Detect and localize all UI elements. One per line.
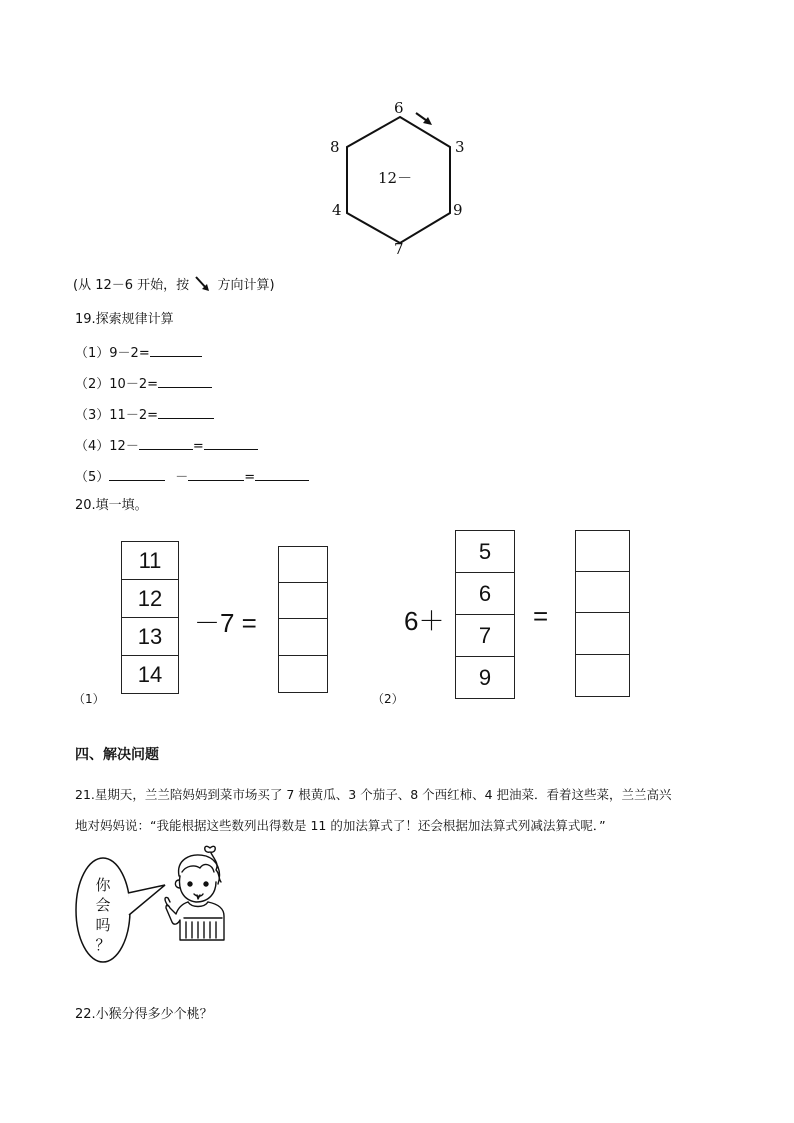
hex-note: [73, 275, 275, 293]
q21-line-2: 地对妈妈说：“我能根据这些数列出得数是 11 的加法算式了！还会根据加法算式列减法算式呢．”: [75, 818, 606, 833]
bubble-char: 会: [95, 896, 111, 914]
q19-line-2: [75, 375, 212, 391]
q19-line-5-text: （5）: [75, 470, 110, 485]
direction-arrow-icon: [193, 275, 213, 293]
part1-answer-stack: [278, 546, 328, 693]
hex-lower-right-number: 9: [453, 201, 463, 219]
q19-line-3-text: （3）11－2=: [75, 408, 158, 423]
q19-line-1: [75, 344, 202, 360]
part2-number-cell: 5: [456, 531, 514, 573]
part1-answer-box[interactable]: [279, 656, 327, 692]
bubble-text: [93, 875, 113, 955]
arrow-icon: [416, 113, 432, 125]
part1-number-cell: 11: [122, 542, 178, 580]
q19-line-1-text: （1）9－2=: [75, 346, 150, 361]
part2-label: （2）: [372, 692, 404, 706]
part2-answer-box[interactable]: [576, 572, 629, 613]
bubble-char: 吗: [95, 916, 111, 934]
q19-line-2-text: （2）10－2=: [75, 377, 158, 392]
section-title: 四、解决问题: [75, 747, 159, 763]
bubble-char: ？: [95, 936, 111, 954]
q19-line-4: [75, 437, 258, 453]
part1-label: （1）: [73, 692, 105, 706]
part1-answer-box[interactable]: [279, 583, 327, 619]
q20-title: 20.填一填。: [75, 498, 148, 513]
q19-line-4-text: （4）12－: [75, 439, 139, 454]
part2-answer-box[interactable]: [576, 655, 629, 696]
part2-number-stack: [455, 530, 515, 699]
answer-blank[interactable]: [109, 468, 165, 481]
part1-number-cell: 14: [137, 661, 163, 687]
part1-answer-box[interactable]: [279, 619, 327, 656]
answer-blank[interactable]: [204, 437, 258, 450]
hex-upper-right-number: 3: [455, 138, 465, 156]
answer-blank[interactable]: [255, 468, 309, 481]
part1-number-cell: 13: [122, 618, 178, 656]
part2-answer-box[interactable]: [576, 613, 629, 655]
hex-center-text: 12－: [378, 169, 413, 187]
girl-illustration: [160, 842, 240, 944]
part2-number-cell: 9: [478, 664, 492, 690]
answer-blank[interactable]: [158, 375, 212, 388]
hex-lower-left-number: 4: [332, 201, 342, 219]
hex-note-suffix: 方向计算): [217, 278, 275, 293]
part2-number-cell: 7: [456, 615, 514, 657]
answer-blank[interactable]: [150, 344, 202, 357]
answer-blank[interactable]: [139, 437, 193, 450]
equals-sign: =: [244, 470, 256, 485]
answer-blank[interactable]: [188, 468, 244, 481]
q19-line-3: [75, 406, 214, 422]
q22-title: 22.小猴分得多少个桃？: [75, 1007, 213, 1022]
part1-answer-box[interactable]: [279, 547, 327, 583]
part1-number-stack: [121, 541, 179, 694]
hex-note-prefix: (从 12－6 开始，按: [73, 278, 190, 293]
part1-number-cell: 12: [122, 580, 178, 618]
hex-bottom-number: 7: [394, 240, 404, 258]
part2-answer-stack: [575, 530, 630, 697]
part2-prefix: 6＋: [404, 606, 445, 636]
bubble-char: 你: [95, 876, 111, 894]
hex-upper-left-number: 8: [330, 138, 340, 156]
q21-line-1: 21.星期天，兰兰陪妈妈到菜市场买了 7 根黄瓜、3 个茄子、8 个西红柿、4 把油菜．看着这些菜，兰兰高兴: [75, 787, 672, 802]
part2-answer-box[interactable]: [576, 531, 629, 572]
answer-blank[interactable]: [158, 406, 214, 419]
part2-equals: =: [533, 601, 549, 631]
part2-number-cell: 6: [456, 573, 514, 615]
equals-sign: =: [192, 439, 204, 454]
q19-line-5: [75, 468, 309, 484]
part1-operator: －7 =: [194, 608, 257, 638]
q19-title: 19.探索规律计算: [75, 312, 174, 327]
hex-top-number: 6: [394, 99, 404, 117]
minus-sign: －: [175, 470, 189, 485]
